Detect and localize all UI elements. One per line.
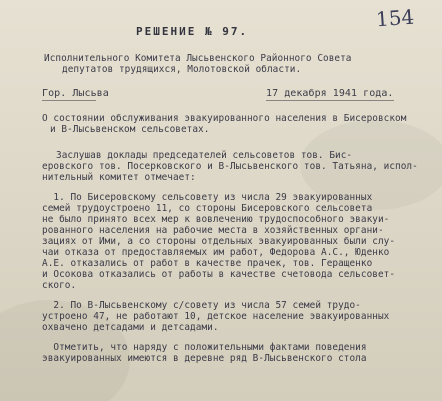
body-line: зациях от Ими, а со стороны отдельных эвакуированных были слу-	[42, 236, 396, 247]
date: 17 декабря 1941 года.	[266, 88, 394, 99]
body-line: нительный комитет отмечает:	[42, 172, 196, 183]
document-title: РЕШЕНИЕ № 97.	[136, 25, 249, 38]
place-underline	[42, 100, 96, 101]
subject-line-2: и В-Лысьвенском сельсоветах.	[50, 124, 210, 135]
body-line: ского.	[42, 280, 77, 291]
body-line: устроено 47, не работают 10, детское население эвакуированных	[42, 311, 390, 322]
body-line: эвакуированных имеются в деревне ряд В-Лысьвенского стола	[42, 353, 367, 364]
place: Гор. Лысьва	[42, 88, 109, 99]
issuer-line-1: Исполнительного Комитета Лысьвенского Районного Совета	[44, 53, 352, 64]
body-line: семей трудоустроено 11, со стороны Бисеровского сельсовета	[42, 203, 373, 214]
body-line: охвачено детсадами и детсадами.	[42, 322, 219, 333]
issuer-line-2: депутатов трудящихся, Молотовской области.	[62, 64, 302, 75]
body-line: рованного населения на рабочие места в хозяйственных органи-	[42, 225, 384, 236]
subject-line-1: О состоянии обслуживания эвакуированного населения в Бисеровском	[42, 113, 407, 124]
body-line: еровского тов. Посерковского и В-Лысьвенского тов. Татьяна, испол-	[42, 161, 418, 172]
body-line: 1. По Бисеровскому сельсовету из числа 29 эвакуированных	[42, 192, 373, 203]
body-line: 2. По В-Лысьвенскому с/совету из числа 57 семей трудо-	[42, 300, 361, 311]
body-line: Отметить, что наряду с положительными фактами поведения	[42, 342, 367, 353]
handwritten-page-number: 154	[375, 4, 415, 32]
body-line: Заслушав доклады председателей сельсоветов тов. Бис-	[56, 150, 353, 161]
body-line: не было принято всех мер к вовлечению трудоспособного эвакуи-	[42, 214, 390, 225]
body-line: А.Е. отказались от работ в качестве прачек, тов. Геращенко	[42, 258, 373, 269]
body-line: и Осокова отказались от работы в качестве счетовода сельсовет-	[42, 269, 396, 280]
body-line: чаи отказа от предоставляемых им работ, Федорова А.С., Юденко	[42, 247, 390, 258]
date-underline	[266, 100, 394, 101]
